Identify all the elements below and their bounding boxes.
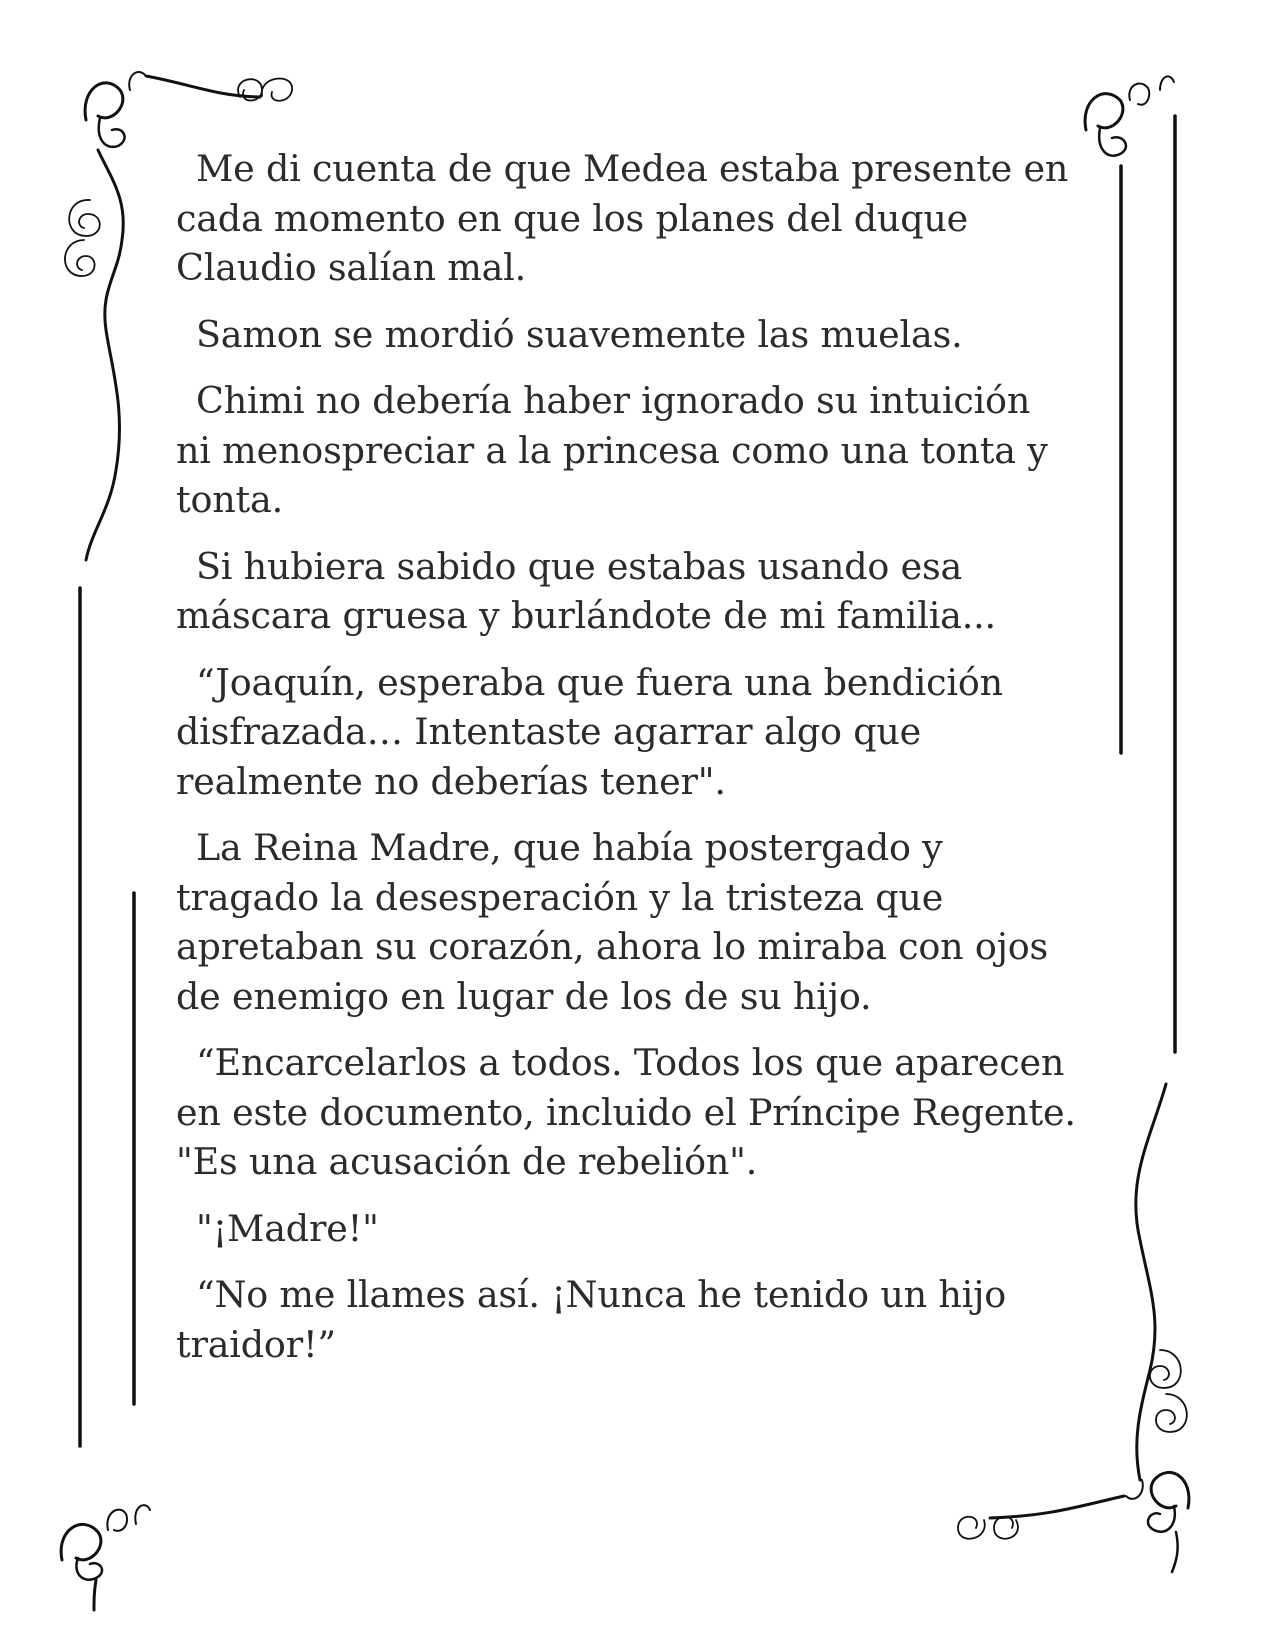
paragraph-5: “Joaquín, esperaba que fuera una bendición disfrazada… Intentaste agarrar algo que realmente no deberías tener". (176, 660, 1003, 803)
paragraph-8: "¡Madre!" (196, 1206, 379, 1250)
paragraph-1: Me di cuenta de que Medea estaba presente en cada momento en que los planes del duque Claudio salían mal. (176, 147, 1069, 289)
paragraph-9: “No me llames así. ¡Nunca he tenido un hijo traidor!” (176, 1273, 1007, 1366)
page-text (176, 144, 1076, 1386)
paragraph-4: Si hubiera sabido que estabas usando esa máscara gruesa y burlándote de mi familia... (176, 544, 996, 637)
flourish-top-right-icon (1085, 76, 1175, 1052)
paragraph-3: Chimi no debería haber ignorado su intuición ni menospreciar a la princesa como una tonta y tonta. (176, 379, 1048, 521)
paragraph-6: La Reina Madre, que había postergado y tragado la desesperación y la tristeza que apretaban su corazón, ahora lo miraba con ojos de enemigo en lugar de los de su hijo. (176, 826, 1049, 1018)
paragraph-7: “Encarcelarlos a todos. Todos los que aparecen en este documento, incluido el Príncipe Regente. "Es una acusación de rebelión". (176, 1041, 1076, 1183)
paragraph-2: Samon se mordió suavemente las muelas. (196, 312, 963, 356)
flourish-bottom-left-icon (61, 1505, 150, 1610)
